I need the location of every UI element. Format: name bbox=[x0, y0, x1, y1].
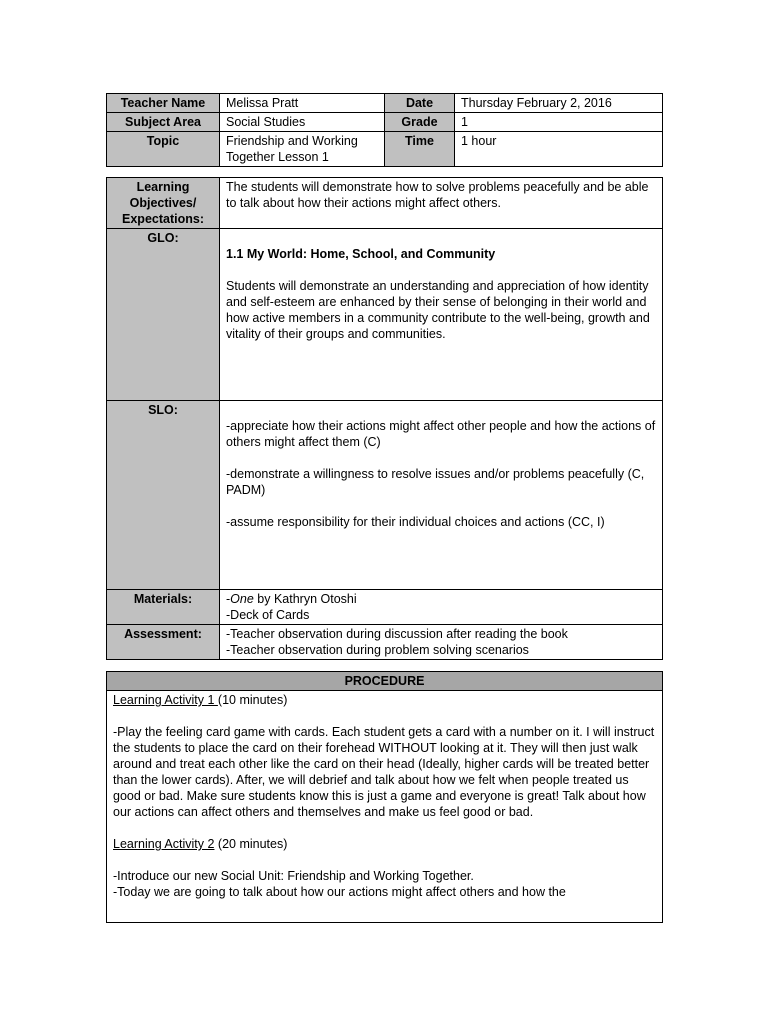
topic-label: Topic bbox=[107, 132, 220, 167]
assessment-item: -Teacher observation during discussion after reading the book bbox=[226, 627, 568, 641]
materials-cell bbox=[220, 590, 663, 625]
time-value: 1 hour bbox=[455, 132, 663, 167]
book-title: One bbox=[230, 592, 254, 606]
subject-area-label: Subject Area bbox=[107, 113, 220, 132]
materials-item-cards: -Deck of Cards bbox=[226, 608, 310, 622]
slo-label: SLO: bbox=[107, 401, 220, 590]
topic-value: Friendship and Working Together Lesson 1 bbox=[220, 132, 385, 167]
activity1-title: Learning Activity 1 bbox=[113, 693, 218, 707]
slo-item: -appreciate how their actions might affect other people and how the actions of others might affect them (C) bbox=[226, 419, 656, 449]
assessment-item: -Teacher observation during problem solving scenarios bbox=[226, 643, 529, 657]
subject-area-value: Social Studies bbox=[220, 113, 385, 132]
header-table bbox=[106, 93, 663, 167]
grade-label: Grade bbox=[385, 113, 455, 132]
teacher-name-value: Melissa Pratt bbox=[220, 94, 385, 113]
glo-label: GLO: bbox=[107, 229, 220, 401]
activity2-title: Learning Activity 2 bbox=[113, 837, 215, 851]
glo-text: Students will demonstrate an understanding and appreciation of how identity and self-esteem are enhanced by their sense of belonging in their world and how active members in a community contribute to the well-being, growth and vitality of their groups and communities. bbox=[226, 279, 650, 341]
activity1-header bbox=[113, 692, 656, 708]
plan-table bbox=[106, 177, 663, 660]
materials-item-book: -One by Kathryn Otoshi bbox=[226, 592, 357, 606]
grade-value: 1 bbox=[455, 113, 663, 132]
objectives-label: Learning Objectives/ Expectations: bbox=[107, 178, 220, 229]
activity1-text: -Play the feeling card game with cards. Each student gets a card with a number on it. I will instruct the students to place the card on their forehead WITHOUT looking at it. They will then just walk around and treat each other like the card on their head (Ideally, higher cards will be treated better than the lower cards). After, we will debrief and talk about how we felt when people treated us good or bad. Make sure students know this is just a game and everyone is great! Talk about how our actions can affect others and themselves and make us feel good or bad. bbox=[113, 725, 655, 819]
procedure-body bbox=[107, 691, 663, 923]
date-value: Thursday February 2, 2016 bbox=[455, 94, 663, 113]
activity2-header bbox=[113, 836, 656, 852]
activity2-duration: (20 minutes) bbox=[214, 837, 288, 851]
glo-cell bbox=[220, 229, 663, 401]
activity2-line: -Introduce our new Social Unit: Friendship and Working Together. bbox=[113, 869, 474, 883]
slo-item: -demonstrate a willingness to resolve issues and/or problems peacefully (C, PADM) bbox=[226, 467, 645, 497]
activity2-line: -Today we are going to talk about how our actions might affect others and how the bbox=[113, 885, 566, 899]
time-label: Time bbox=[385, 132, 455, 167]
slo-item: -assume responsibility for their individual choices and actions (CC, I) bbox=[226, 515, 605, 529]
objectives-value: The students will demonstrate how to solve problems peacefully and be able to talk about how their actions might affect others. bbox=[220, 178, 663, 229]
procedure-heading: PROCEDURE bbox=[107, 672, 663, 691]
procedure-table bbox=[106, 671, 663, 923]
assessment-cell bbox=[220, 625, 663, 660]
glo-heading: 1.1 My World: Home, School, and Community bbox=[226, 247, 496, 261]
teacher-name-label: Teacher Name bbox=[107, 94, 220, 113]
date-label: Date bbox=[385, 94, 455, 113]
materials-label: Materials: bbox=[107, 590, 220, 625]
assessment-label: Assessment: bbox=[107, 625, 220, 660]
slo-cell bbox=[220, 401, 663, 590]
activity1-duration: (10 minutes) bbox=[217, 693, 288, 707]
